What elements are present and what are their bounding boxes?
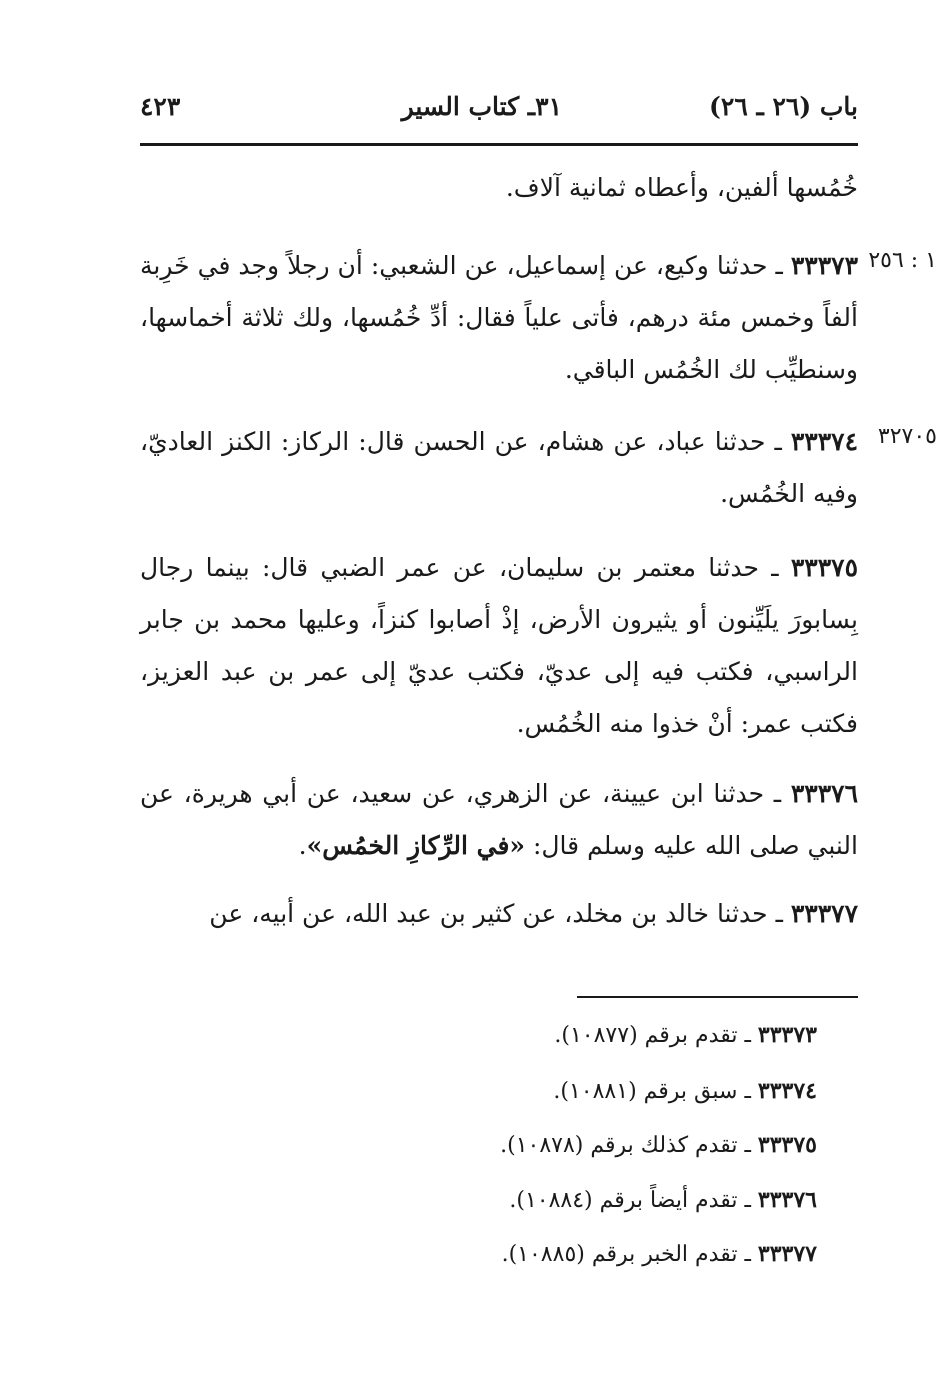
hadith-number: ٣٣٣٧٧ bbox=[790, 899, 858, 928]
margin-reference: ١ : ٢٥٦ bbox=[868, 248, 937, 273]
margin-reference: ٣٢٧٠٥ bbox=[877, 424, 937, 449]
footnote-text: ـ تقدم الخبر برقم (١٠٨٨٥). bbox=[501, 1242, 758, 1267]
hadith-33376 bbox=[140, 768, 858, 872]
footnote-text: ـ تقدم برقم (١٠٨٧٧). bbox=[554, 1023, 758, 1048]
running-header bbox=[140, 88, 858, 132]
footnote bbox=[554, 1022, 817, 1048]
footnote-number: ٣٣٣٧٦ bbox=[757, 1187, 817, 1213]
book-title: ٣١ـ كتاب السير bbox=[401, 92, 562, 121]
hadith-33374 bbox=[140, 416, 858, 520]
footnote bbox=[500, 1132, 817, 1158]
footnote-text: ـ تقدم أيضاً برقم (١٠٨٨٤). bbox=[509, 1188, 758, 1213]
page-number: ٤٢٣ bbox=[140, 92, 181, 121]
footnote-number: ٣٣٣٧٤ bbox=[757, 1078, 817, 1104]
hadith-text: ـ حدثنا خالد بن مخلد، عن كثير بن عبد الله، عن أبيه، عن bbox=[209, 899, 791, 928]
hadith-number: ٣٣٣٧٦ bbox=[790, 779, 858, 808]
hadith-text: ـ حدثنا ابن عيينة، عن الزهري، عن سعيد، عن أبي هريرة، عن النبي صلى الله عليه وسلم قال: bbox=[140, 779, 858, 860]
prophetic-quote: «في الرِّكازِ الخمُس» bbox=[306, 831, 526, 860]
hadith-33373 bbox=[140, 240, 858, 396]
paragraph-text: خُمُسها ألفين، وأعطاه ثمانية آلاف. bbox=[505, 173, 858, 202]
footnote bbox=[509, 1187, 817, 1213]
hadith-33375 bbox=[140, 542, 858, 750]
hadith-number: ٣٣٣٧٤ bbox=[790, 427, 858, 456]
chapter-label: باب (٢٦ ـ ٢٦) bbox=[709, 92, 858, 121]
footnote-text: ـ سبق برقم (١٠٨٨١). bbox=[553, 1079, 758, 1104]
header-rule bbox=[140, 143, 858, 146]
paragraph-continuation bbox=[140, 162, 858, 214]
hadith-text: ـ حدثنا وكيع، عن إسماعيل، عن الشعبي: أن رجلاً وجد في خَرِبة ألفاً وخمس مئة درهم، فأتى علياً فقال: أدِّ خُمُسها، ولك ثلاثة أخماسها، وسنطيِّب لك الخُمُس الباقي. bbox=[140, 251, 858, 384]
footnote bbox=[553, 1078, 817, 1104]
hadith-number: ٣٣٣٧٣ bbox=[790, 251, 858, 280]
hadith-33377 bbox=[140, 888, 858, 940]
footnote-text: ـ تقدم كذلك برقم (١٠٨٧٨). bbox=[500, 1133, 758, 1158]
hadith-tail: . bbox=[298, 831, 307, 860]
hadith-text: ـ حدثنا معتمر بن سليمان، عن عمر الضبي قال: بينما رجال بِسابورَ يلَيِّنون أو يثيرون الأرض، إذْ أصابوا كنزاً، وعليها محمد بن جابر الراسبي، فكتب فيه إلى عديّ، فكتب عديّ إلى عمر بن عبد العزيز، فكتب عمر: أنْ خذوا منه الخُمُس. bbox=[140, 553, 858, 738]
footnote-number: ٣٣٣٧٥ bbox=[757, 1132, 817, 1158]
footnote-number: ٣٣٣٧٣ bbox=[757, 1022, 817, 1048]
footnote-number: ٣٣٣٧٧ bbox=[757, 1241, 817, 1267]
footnote-separator bbox=[577, 996, 858, 998]
hadith-text: ـ حدثنا عباد، عن هشام، عن الحسن قال: الركاز: الكنز العاديّ، وفيه الخُمُس. bbox=[140, 427, 858, 508]
footnote bbox=[502, 1241, 817, 1267]
hadith-number: ٣٣٣٧٥ bbox=[790, 553, 858, 582]
